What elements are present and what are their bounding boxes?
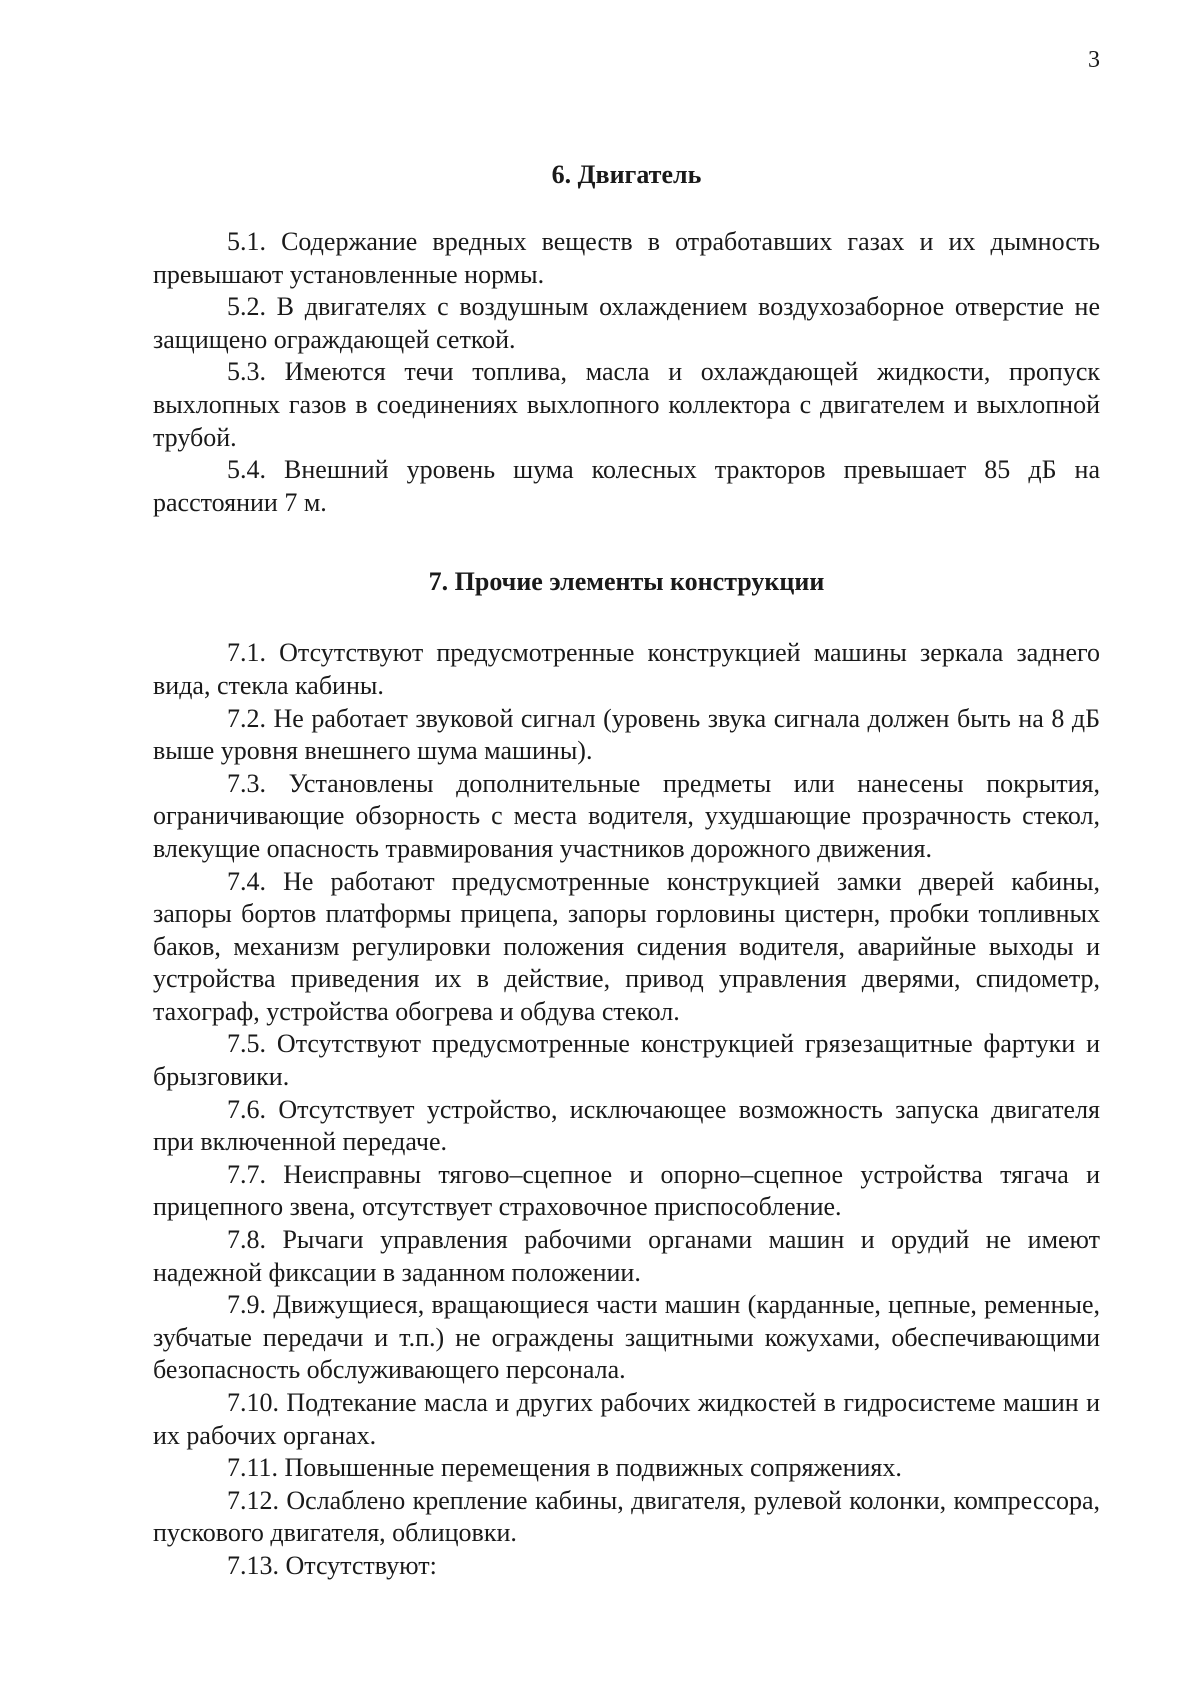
paragraph-7-3: 7.3. Установлены дополнительные предметы или нанесены покрытия, ограничивающие обзорность с места водителя, ухудшающие прозрачность стекол, влекущие опасность травмирования участников дорожного движения. <box>153 768 1100 863</box>
paragraph-7-1: 7.1. Отсутствуют предусмотренные конструкцией машины зеркала заднего вида, стекла кабины. <box>153 638 1100 700</box>
paragraph-7-11: 7.11. Повышенные перемещения в подвижных сопряжениях. <box>227 1453 902 1483</box>
paragraph-5-4: 5.4. Внешний уровень шума колесных тракторов превышает 85 дБ на расстоянии 7 м. <box>153 455 1100 517</box>
paragraph-7-8: 7.8. Рычаги управления рабочими органами машин и орудий не имеют надежной фиксации в заданном положении. <box>153 1225 1100 1287</box>
paragraph-7-9: 7.9. Движущиеся, вращающиеся части машин (карданные, цепные, ременные, зубчатые передачи и т.п.) не ограждены защитными кожухами, обеспечивающими безопасность обслуживающего персонала. <box>153 1290 1100 1385</box>
paragraph-7-13: 7.13. Отсутствуют: <box>227 1550 437 1580</box>
paragraph-7-7: 7.7. Неисправны тягово–сцепное и опорно–сцепное устройства тягача и прицепного звена, отсутствует страховочное приспособление. <box>153 1159 1100 1222</box>
paragraph-7-6: 7.6. Отсутствует устройство, исключающее возможность запуска двигателя при включенной передаче. <box>153 1094 1100 1157</box>
section-heading-engine: 6. Двигатель <box>551 160 702 189</box>
paragraph-7-10: 7.10. Подтекание масла и других рабочих жидкостей в гидросистеме машин и их рабочих органах. <box>153 1388 1100 1450</box>
page-number: 3 <box>1088 47 1100 73</box>
paragraph-7-4: 7.4. Не работают предусмотренные конструкцией замки дверей кабины, запоры бортов платформы прицепа, запоры горловины цистерн, пробки топливных баков, механизм регулировки положения сидения водителя, аварийные выходы и устройства приведения их в действие, привод управления дверями, спидометр, тахограф, устройства обогрева и обдува стекол. <box>153 866 1100 1026</box>
paragraph-5-2: 5.2. В двигателях с воздушным охлаждением воздухозаборное отверстие не защищено ограждающей сеткой. <box>153 292 1100 354</box>
paragraph-7-12: 7.12. Ослаблено крепление кабины, двигателя, рулевой колонки, компрессора, пускового двигателя, облицовки. <box>153 1485 1100 1548</box>
section-heading-other-elements: 7. Прочие элементы конструкции <box>428 567 825 597</box>
paragraph-7-5: 7.5. Отсутствуют предусмотренные конструкцией грязезащитные фартуки и брызговики. <box>153 1029 1100 1092</box>
paragraph-7-2: 7.2. Не работает звуковой сигнал (уровень звука сигнала должен быть на 8 дБ выше уровня внешнего шума машины). <box>153 703 1100 766</box>
document-body <box>153 158 1100 1583</box>
paragraph-5-1: 5.1. Содержание вредных веществ в отработавших газах и их дымность превышают установленные нормы. <box>153 227 1100 289</box>
paragraph-5-3: 5.3. Имеются течи топлива, масла и охлаждающей жидкости, пропуск выхлопных газов в соединениях выхлопного коллектора с двигателем и выхлопной трубой. <box>153 357 1100 452</box>
